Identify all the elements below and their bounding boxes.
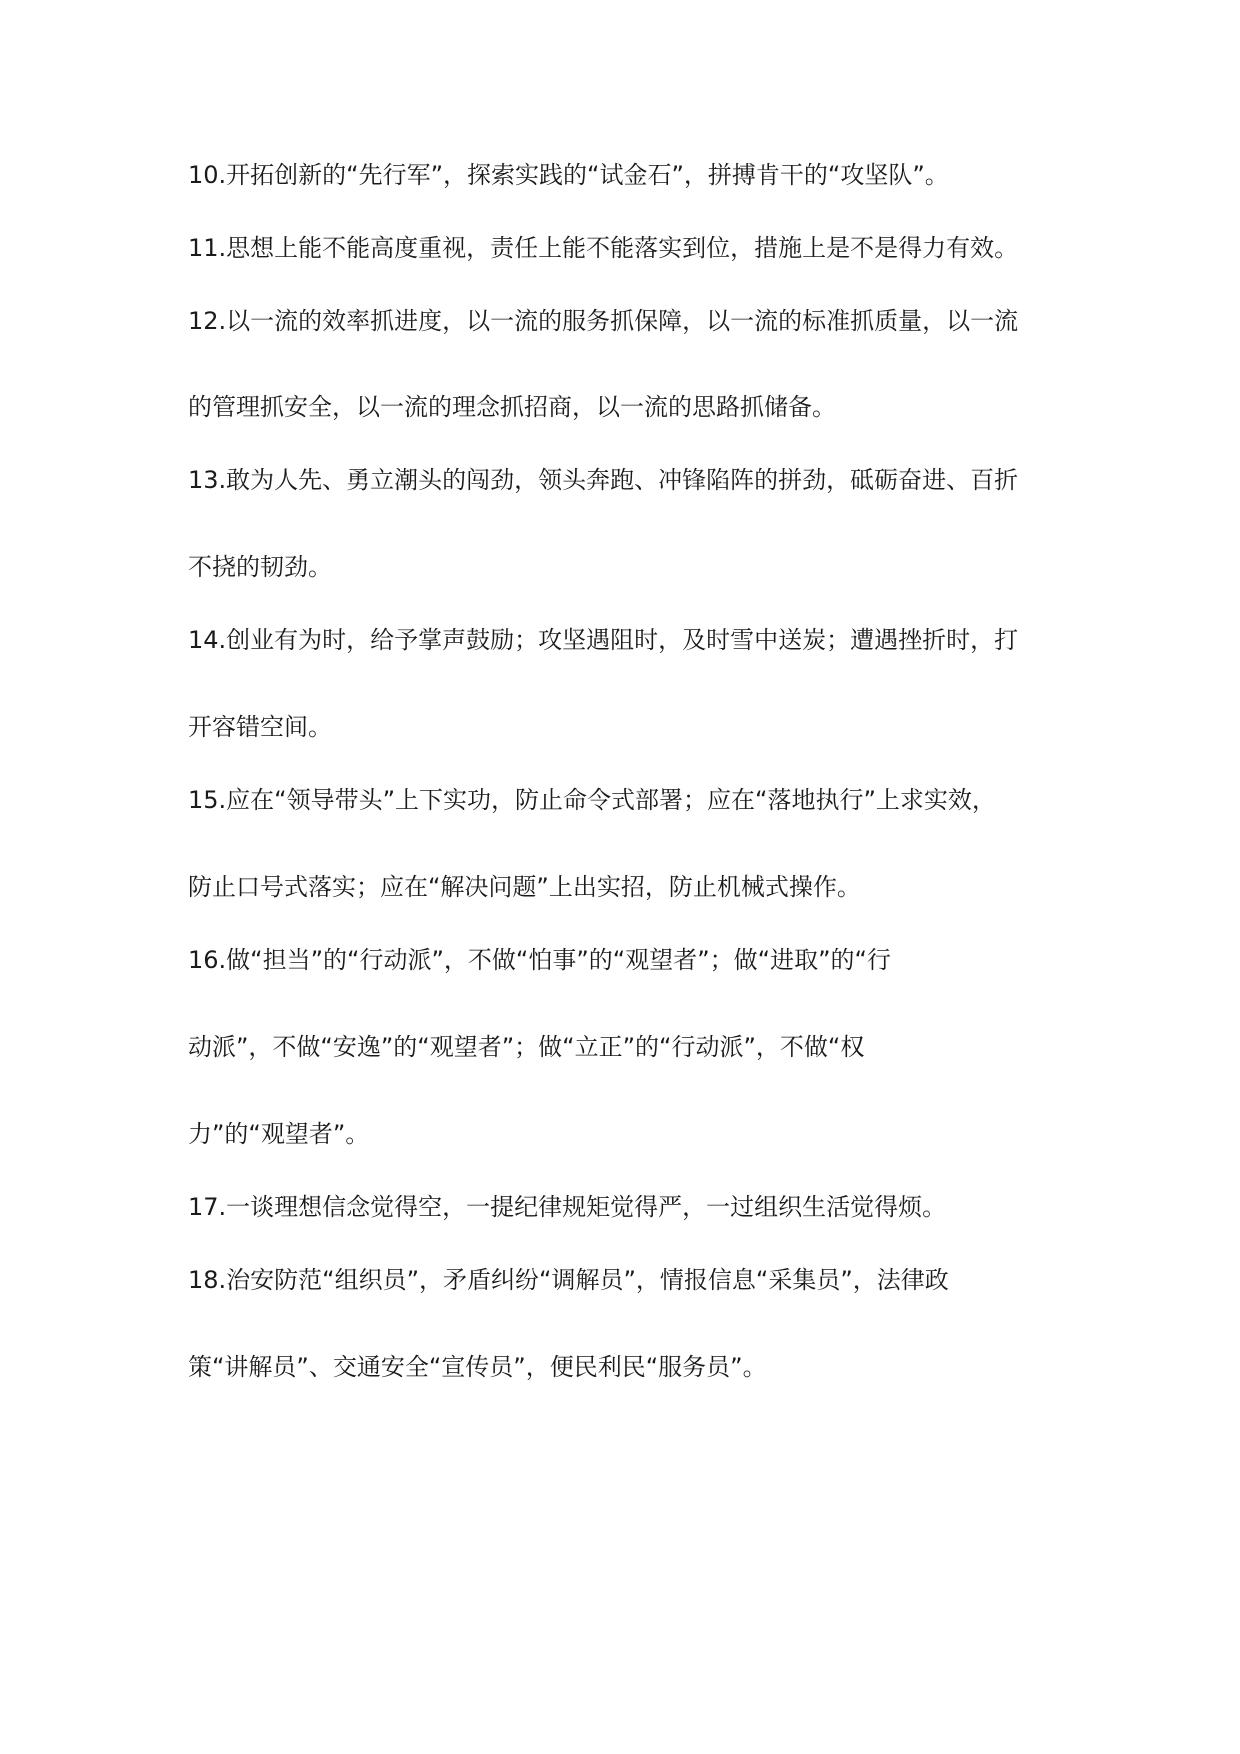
text-line: 15.应在“领导带头”上下实功，防止命令式部署；应在“落地执行”上求实效，: [188, 786, 996, 814]
text-line: 18.治安防范“组织员”，矛盾纠纷“调解员”，情报信息“采集员”，法律政: [188, 1266, 949, 1294]
text-line: 13.敢为人先、勇立潮头的闯劲，领头奔跑、冲锋陷阵的拼劲，砥砺奋进、百折: [188, 466, 1019, 494]
text-line: 10.开拓创新的“先行军”，探索实践的“试金石”，拼搏肯干的“攻坚队”。: [188, 161, 949, 189]
text-line: 11.思想上能不能高度重视，责任上能不能落实到位，措施上是不是得力有效。: [188, 234, 1019, 262]
text-line: 开容错空间。: [188, 713, 332, 741]
text-line: 17.一谈理想信念觉得空，一提纪律规矩觉得严，一过组织生活觉得烦。: [188, 1193, 947, 1221]
text-line: 16.做“担当”的“行动派”，不做“怕事”的“观望者”；做“进取”的“行: [188, 946, 891, 974]
text-line: 策“讲解员”、交通安全“宣传员”，便民利民“服务员”。: [188, 1353, 767, 1381]
text-line: 12.以一流的效率抓进度，以一流的服务抓保障，以一流的标准抓质量，以一流: [188, 307, 1019, 335]
text-line: 动派”，不做“安逸”的“观望者”；做“立正”的“行动派”，不做“权: [188, 1033, 865, 1061]
text-line: 14.创业有为时，给予掌声鼓励；攻坚遇阻时，及时雪中送炭；遭遇挫折时，打: [188, 626, 1019, 654]
text-line: 不挠的韧劲。: [188, 553, 332, 581]
text-line: 防止口号式落实；应在“解决问题”上出实招，防止机械式操作。: [188, 873, 861, 901]
text-line: 的管理抓安全，以一流的理念抓招商，以一流的思路抓储备。: [188, 393, 836, 421]
text-line: 力”的“观望者”。: [188, 1120, 370, 1148]
